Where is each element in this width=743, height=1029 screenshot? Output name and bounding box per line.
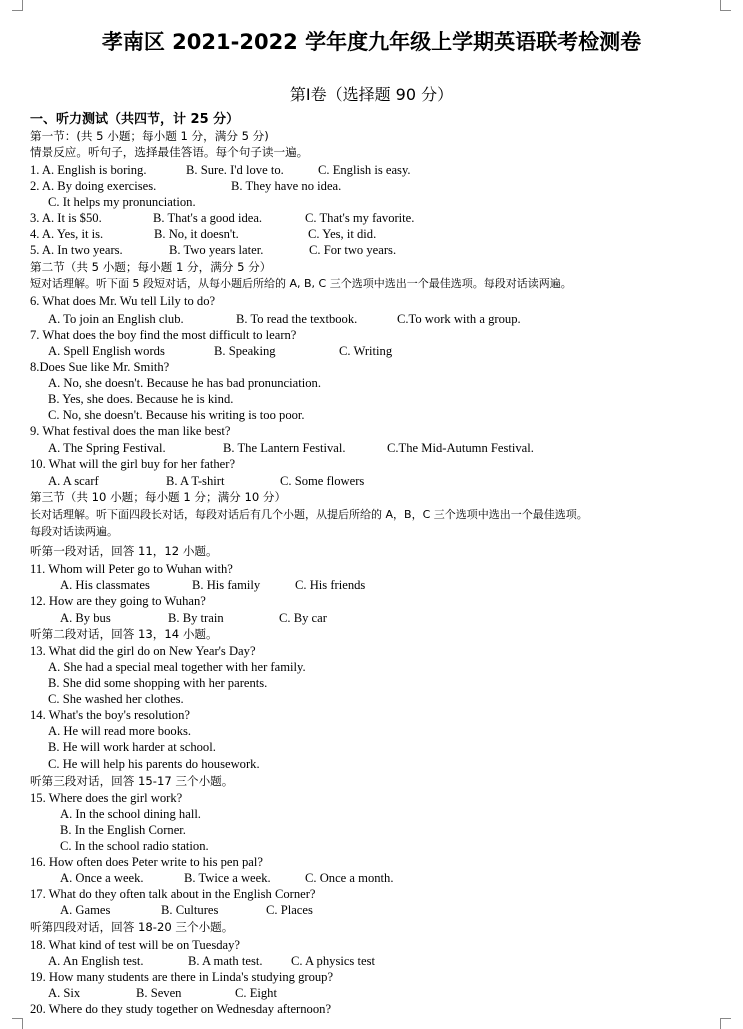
line-text: 长对话理解。听下面四段长对话，每段对话后有几个小题，从提后所给的 A，B，C 三个选项中选出一个最佳选项。 [30,508,588,521]
option-text: B. Twice a week. [184,871,271,885]
line-text: 听第二段对话，回答 13，14 小题。 [30,627,218,641]
line-text: 情景反应。听句子，选择最佳答语。每个句子读一遍。 [30,145,309,159]
option-text: B. Seven [136,986,182,1000]
option-text: B. To read the textbook. [236,312,358,326]
option-text: B. A math test. [188,954,263,968]
line-text: 6. What does Mr. Wu tell Lily to do? [30,294,216,308]
line-text: A. Games [60,903,111,917]
line-text: A. Six [48,986,81,1000]
line-text: 14. What's the boy's resolution? [30,708,190,722]
line-text: 15. Where does the girl work? [30,791,183,805]
line-text: C. She washed her clothes. [48,692,184,706]
line-text: 17. What do they often talk about in the English Corner? [30,887,316,901]
option-text: C. For two years. [309,243,397,257]
line-text: 第二节（共 5 小题；每小题 1 分，满分 5 分） [30,260,272,274]
line-text: A. To join an English club. [48,312,184,326]
option-text: C.The Mid-Autumn Festival. [387,441,534,455]
line-text: 每段对话读两遍。 [30,525,118,538]
line-text: A. He will read more books. [48,724,192,738]
line-text: A. Once a week. [60,871,144,885]
line-text: A. In the school dining hall. [60,807,201,821]
option-text: B. By train [168,611,224,625]
line-text: 10. What will the girl buy for her father? [30,457,236,471]
line-text: 16. How often does Peter write to his pen pal? [30,855,263,869]
line-text: B. Yes, she does. Because he is kind. [48,392,234,406]
option-text: B. The Lantern Festival. [223,441,346,455]
option-text: C. Some flowers [280,474,365,488]
exam-title: 孝南区 2021-2022 学年度九年级上学期英语联考检测卷 [101,30,642,54]
option-text: B. Two years later. [169,243,264,257]
line-text: A. An English test. [48,954,144,968]
line-text: 8.Does Sue like Mr. Smith? [30,360,170,374]
line-text: A. A scarf [48,474,99,488]
line-text: A. Spell English words [48,344,165,358]
option-text: C. His friends [295,578,366,592]
line-text: 13. What did the girl do on New Year's Day? [30,644,256,658]
section-subtitle: 第Ⅰ卷（选择题 90 分） [289,85,454,104]
option-text: B. Cultures [161,903,219,917]
line-text: 短对话理解。听下面 5 段短对话，从每小题后所给的 A, B, C 三个选项中选出一个最佳选项。每段对话读两遍。 [30,277,572,290]
line-text: 3. A. It is $50. [30,211,102,225]
line-text: 7. What does the boy find the most difficult to learn? [30,328,297,342]
line-text: A. His classmates [60,578,150,592]
option-text: B. Speaking [214,344,276,358]
line-text: C. It helps my pronunciation. [48,195,196,209]
line-text: 1. A. English is boring. [30,163,147,177]
line-text: 一、听力测试（共四节，计 25 分） [30,112,240,127]
option-text: B. His family [192,578,261,592]
option-text: C. Eight [235,986,277,1000]
line-text: 9. What festival does the man like best? [30,424,231,438]
line-text: A. No, she doesn't. Because he has bad pronunciation. [48,376,321,390]
line-text: C. He will help his parents do housework. [48,757,260,771]
line-text: B. He will work harder at school. [48,740,216,754]
line-text: 20. Where do they study together on Wednesday afternoon? [30,1002,332,1016]
line-text: 19. How many students are there in Linda's studying group? [30,970,334,984]
line-text: B. She did some shopping with her parents. [48,676,268,690]
option-text: B. They have no idea. [231,179,342,193]
option-text: C. Once a month. [305,871,394,885]
option-text: B. A T-shirt [166,474,225,488]
line-text: 听第四段对话，回答 18-20 三个小题。 [30,920,234,934]
option-text: C. A physics test [291,954,375,968]
line-text: 18. What kind of test will be on Tuesday? [30,938,240,952]
line-text: 11. Whom will Peter go to Wuhan with? [30,562,233,576]
line-text: C. No, she doesn't. Because his writing is too poor. [48,408,305,422]
option-text: C. By car [279,611,327,625]
line-text: A. By bus [60,611,111,625]
option-text: B. No, it doesn't. [154,227,239,241]
line-text: 第三节（共 10 小题；每小题 1 分；满分 10 分） [30,490,287,504]
option-text: C. That's my favorite. [305,211,415,225]
option-text: C.To work with a group. [397,312,521,326]
line-text: B. In the English Corner. [60,823,186,837]
line-text: 2. A. By doing exercises. [30,179,157,193]
line-text: 12. How are they going to Wuhan? [30,594,206,608]
line-text: 听第三段对话，回答 15-17 三个小题。 [30,774,234,788]
line-text: 4. A. Yes, it is. [30,227,104,241]
option-text: C. Yes, it did. [308,227,377,241]
option-text: C. Places [266,903,313,917]
line-text: C. In the school radio station. [60,839,209,853]
line-text: A. The Spring Festival. [48,441,166,455]
option-text: C. Writing [339,344,393,358]
line-text: 第一节：(共 5 小题；每小题 1 分，满分 5 分) [30,129,269,143]
option-text: B. That's a good idea. [153,211,263,225]
option-text: C. English is easy. [318,163,411,177]
option-text: B. Sure. I'd love to. [186,163,284,177]
line-text: A. She had a special meal together with her family. [48,660,306,674]
line-text: 5. A. In two years. [30,243,123,257]
line-text: 听第一段对话，回答 11，12 小题。 [30,544,218,558]
